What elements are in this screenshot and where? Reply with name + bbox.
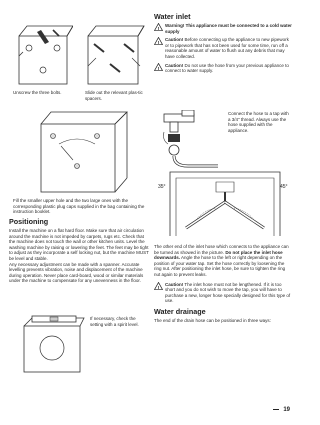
warning-icon [154, 23, 163, 31]
caption-hose-tap: Connect the hose to a tap with a 3/4" thread. Always use the hose supplied with the appliance. [228, 111, 289, 133]
svg-text:!: ! [157, 39, 160, 45]
caution-icon [154, 282, 163, 290]
caption-spirit-level: If necessary, check the setting with a spirit level. [90, 316, 139, 327]
caution-1-text: Before connecting up the appliance to new pipework or to pipework that has not been used for some time, run off a reasonable amount of water to flush out any debris that may have collected. [165, 37, 289, 59]
caution-previous-hose [154, 63, 292, 74]
drainage-text: The end of the drain hose can be positioned in three ways: [154, 317, 271, 323]
figure-spirit-level [20, 312, 86, 374]
inlet-body-2: Angle the hose to the left or right depending on the position of your water tap. Set the hose correctly by loosening the ring nut. After positioning the inlet hose, be sure to tighten the ring nut again to prevent leaks. [154, 255, 286, 277]
warning-1-label: Warning! [165, 23, 185, 28]
positioning-body-2: Any necessary adjustment can be made with a spanner. Accurate levelling prevents vibration, noise and displacement of the machine during operation. Never place card-board, wood or similar materials under the machine to compensate for any unevenness in the floor. [9, 261, 144, 284]
caution-new-pipework [154, 37, 292, 59]
svg-text:!: ! [157, 284, 160, 290]
positioning-heading: Positioning [9, 217, 49, 226]
water-inlet-heading: Water inlet [154, 12, 191, 21]
caption-slide: Slide out the relevant plas-tic spacers. [85, 90, 143, 101]
inlet-body-bold: Do not place the inlet hose downwards. [154, 249, 283, 261]
caution-icon [154, 37, 163, 45]
figure-slide-spacers [84, 22, 146, 88]
svg-text:!: ! [157, 65, 160, 71]
page-number-rule [273, 409, 279, 410]
caption-fill: Fill the smaller upper hole and the two large ones with the corresponding plastic plug caps supplied in the bag containing the instruction booklet. [13, 198, 145, 215]
caution-2-label: Caution! [165, 62, 184, 68]
positioning-body: Install the machine on a flat hard floor. Make sure that air circulation around the machine is not impeded by carpets, rugs etc. Check that the machine does not touch the wall or other kitchen units. Level the washing machine by raising or lowering the feet. The feet may be tight to adjust as they incorporate a self locking nut, but the machine MUST be level and stable. [9, 228, 149, 261]
page-number: 19 [283, 407, 290, 413]
caution-icon [154, 63, 163, 71]
caption-unscrew: Unscrew the three bolts. [13, 90, 62, 95]
figure-tap-connection [158, 110, 224, 168]
caution-2-text: Do not use the hose from your previous appliance to connect to water supply. [165, 62, 289, 74]
angle-left-label: 35° [158, 184, 166, 190]
figure-hose-angle [156, 168, 292, 240]
figure-unscrew-bolts [15, 22, 73, 88]
caution-1-label: Caution! [165, 37, 184, 43]
warning-cold-water [154, 23, 292, 34]
figure-fill-holes [33, 108, 129, 196]
caution-3-text: The inlet hose must not be lengthened. If it is too short and you do not wish to move the tap, you will have to purchase a new, longer hose specially designed for this type of use. [165, 281, 291, 304]
svg-text:!: ! [157, 25, 160, 31]
angle-right-label: 45° [280, 184, 288, 190]
caution-inlet-length [154, 282, 292, 304]
water-drainage-heading: Water drainage [154, 306, 206, 316]
inlet-body-1: The other end of the inlet hose which connects to the appliance can be turned as showed in the picture. [154, 244, 289, 255]
caution-3-label: Caution! [165, 281, 184, 287]
warning-1-text: This appliance must be connected to a cold water supply [165, 23, 292, 34]
